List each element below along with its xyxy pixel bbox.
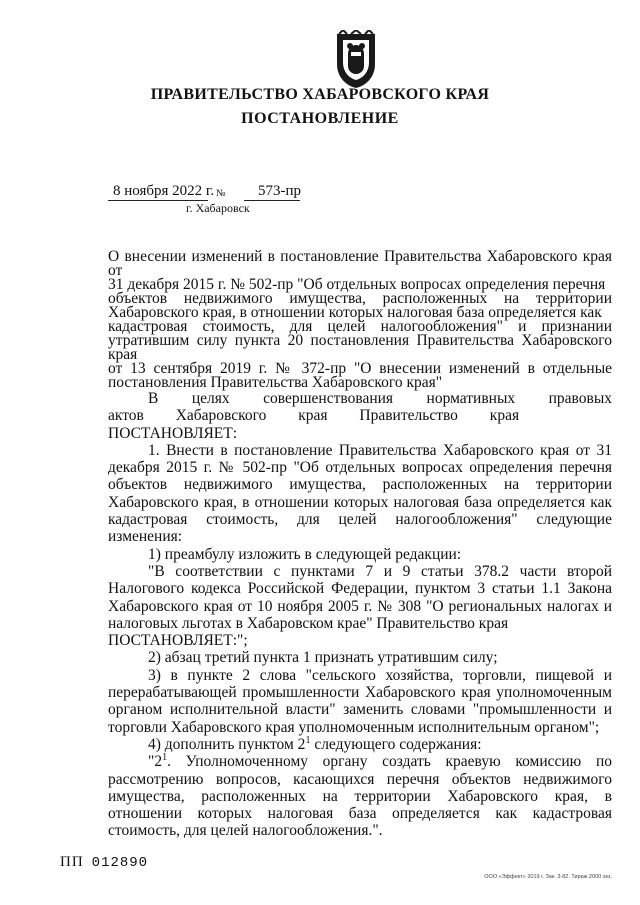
document-city: г. Хабаровск — [186, 201, 250, 215]
subparagraph-4-tail: следующего содержания: — [310, 735, 482, 753]
superscript: 1 — [162, 752, 168, 764]
serial-prefix: ПП — [60, 854, 84, 870]
form-serial — [60, 854, 148, 871]
document-number: 573-пр — [258, 183, 302, 199]
quoted-preamble: "В соответствии с пунктами 7 и 9 статьи 378.2 части второй Налогового кодекса Российской Федерации, пунктом 3 статьи 1.1 Закона Хабаровского края от 10 ноября 2005 г. № 308 "О региональных налогах и налоговых льготах в Хабаровском крае" Правительство края — [108, 562, 612, 632]
paragraph-1: 1. Внести в постановление Правительства Хабаровского края от 31 декабря 2015 г. № 502-пр "Об отдельных вопросах определения перечня объектов недвижимого имущества, расположенных на территории Хабаровского края, в отношении которых налоговая база определяется как кадастровая стоимость, для целей налогообложения" следующие изменения: — [108, 441, 612, 546]
government-title: ПРАВИТЕЛЬСТВО ХАБАРОВСКОГО КРАЯ — [150, 86, 490, 103]
heading-line: 31 декабря 2015 г. № 502-пр "Об отдельных вопросах определения перечня — [108, 276, 606, 293]
subparagraph-1: 1) преамбулу изложить в следующей редакции: — [148, 545, 462, 563]
subparagraph-4 — [108, 736, 612, 753]
heading-line: утратившим силу пункта 20 постановления Правительства Хабаровского края — [108, 332, 612, 363]
document-date: 8 ноября 2022 г. — [113, 183, 215, 199]
subparagraph-4-text: 4) дополнить пунктом 2 — [148, 735, 306, 753]
number-sign: № — [216, 188, 226, 199]
heading-line: от 13 сентября 2019 г. № 372-пр "О внесении изменений в отдельные — [108, 360, 612, 377]
decree-word: ПОСТАНОВЛЯЕТ: — [108, 424, 238, 442]
intro-paragraph: В целях совершенствования нормативных правовых актов Хабаровского края Правительство края — [108, 390, 612, 425]
superscript: 1 — [305, 734, 311, 746]
point-number: "2 — [148, 753, 163, 771]
heading-line: О внесении изменений в постановление Правительства Хабаровского края от — [108, 248, 612, 279]
document-heading — [108, 250, 612, 390]
subparagraph-2: 2) абзац третий пункта 1 признать утратившим силу; — [148, 649, 498, 667]
quoted-decree-word: ПОСТАНОВЛЯЕТ:"; — [108, 632, 248, 650]
heading-line: постановления Правительства Хабаровского края" — [108, 374, 443, 391]
document-body — [108, 390, 612, 840]
printer-imprint: ООО «Эффект» 2019 г. Зак. 3-82. Тираж 2000 экз. — [484, 874, 612, 880]
heading-line: Хабаровского края, в отношении которых налоговая база определяется как — [108, 304, 602, 321]
coat-of-arms-emblem — [329, 30, 383, 90]
number-underline — [244, 200, 300, 201]
document-type: ПОСТАНОВЛЕНИЕ — [241, 110, 399, 127]
serial-number: 012890 — [91, 855, 149, 871]
heading-line: кадастровая стоимость, для целей налогообложения" и признании — [108, 318, 612, 335]
subparagraph-3: 3) в пункте 2 слова "сельского хозяйства, торговли, пищевой и перерабатывающей промышленности Хабаровского края уполномоченным органом исполнительной власти" заменить словами "промышленности и торговли Хабаровского края уполномоченным исполнительным органом"; — [108, 666, 612, 736]
new-point-2-1 — [108, 753, 612, 839]
heading-line: объектов недвижимого имущества, расположенных на территории — [108, 290, 612, 307]
point-text: . Уполномоченному органу создать краевую комиссию по рассмотрению вопросов, касающихся перечня объектов недвижимого имущества, расположенных на территории Хабаровского края, в отношении которых налоговая база определяется как кадастровая стоимость, для целей налогообложения.". — [108, 753, 612, 840]
